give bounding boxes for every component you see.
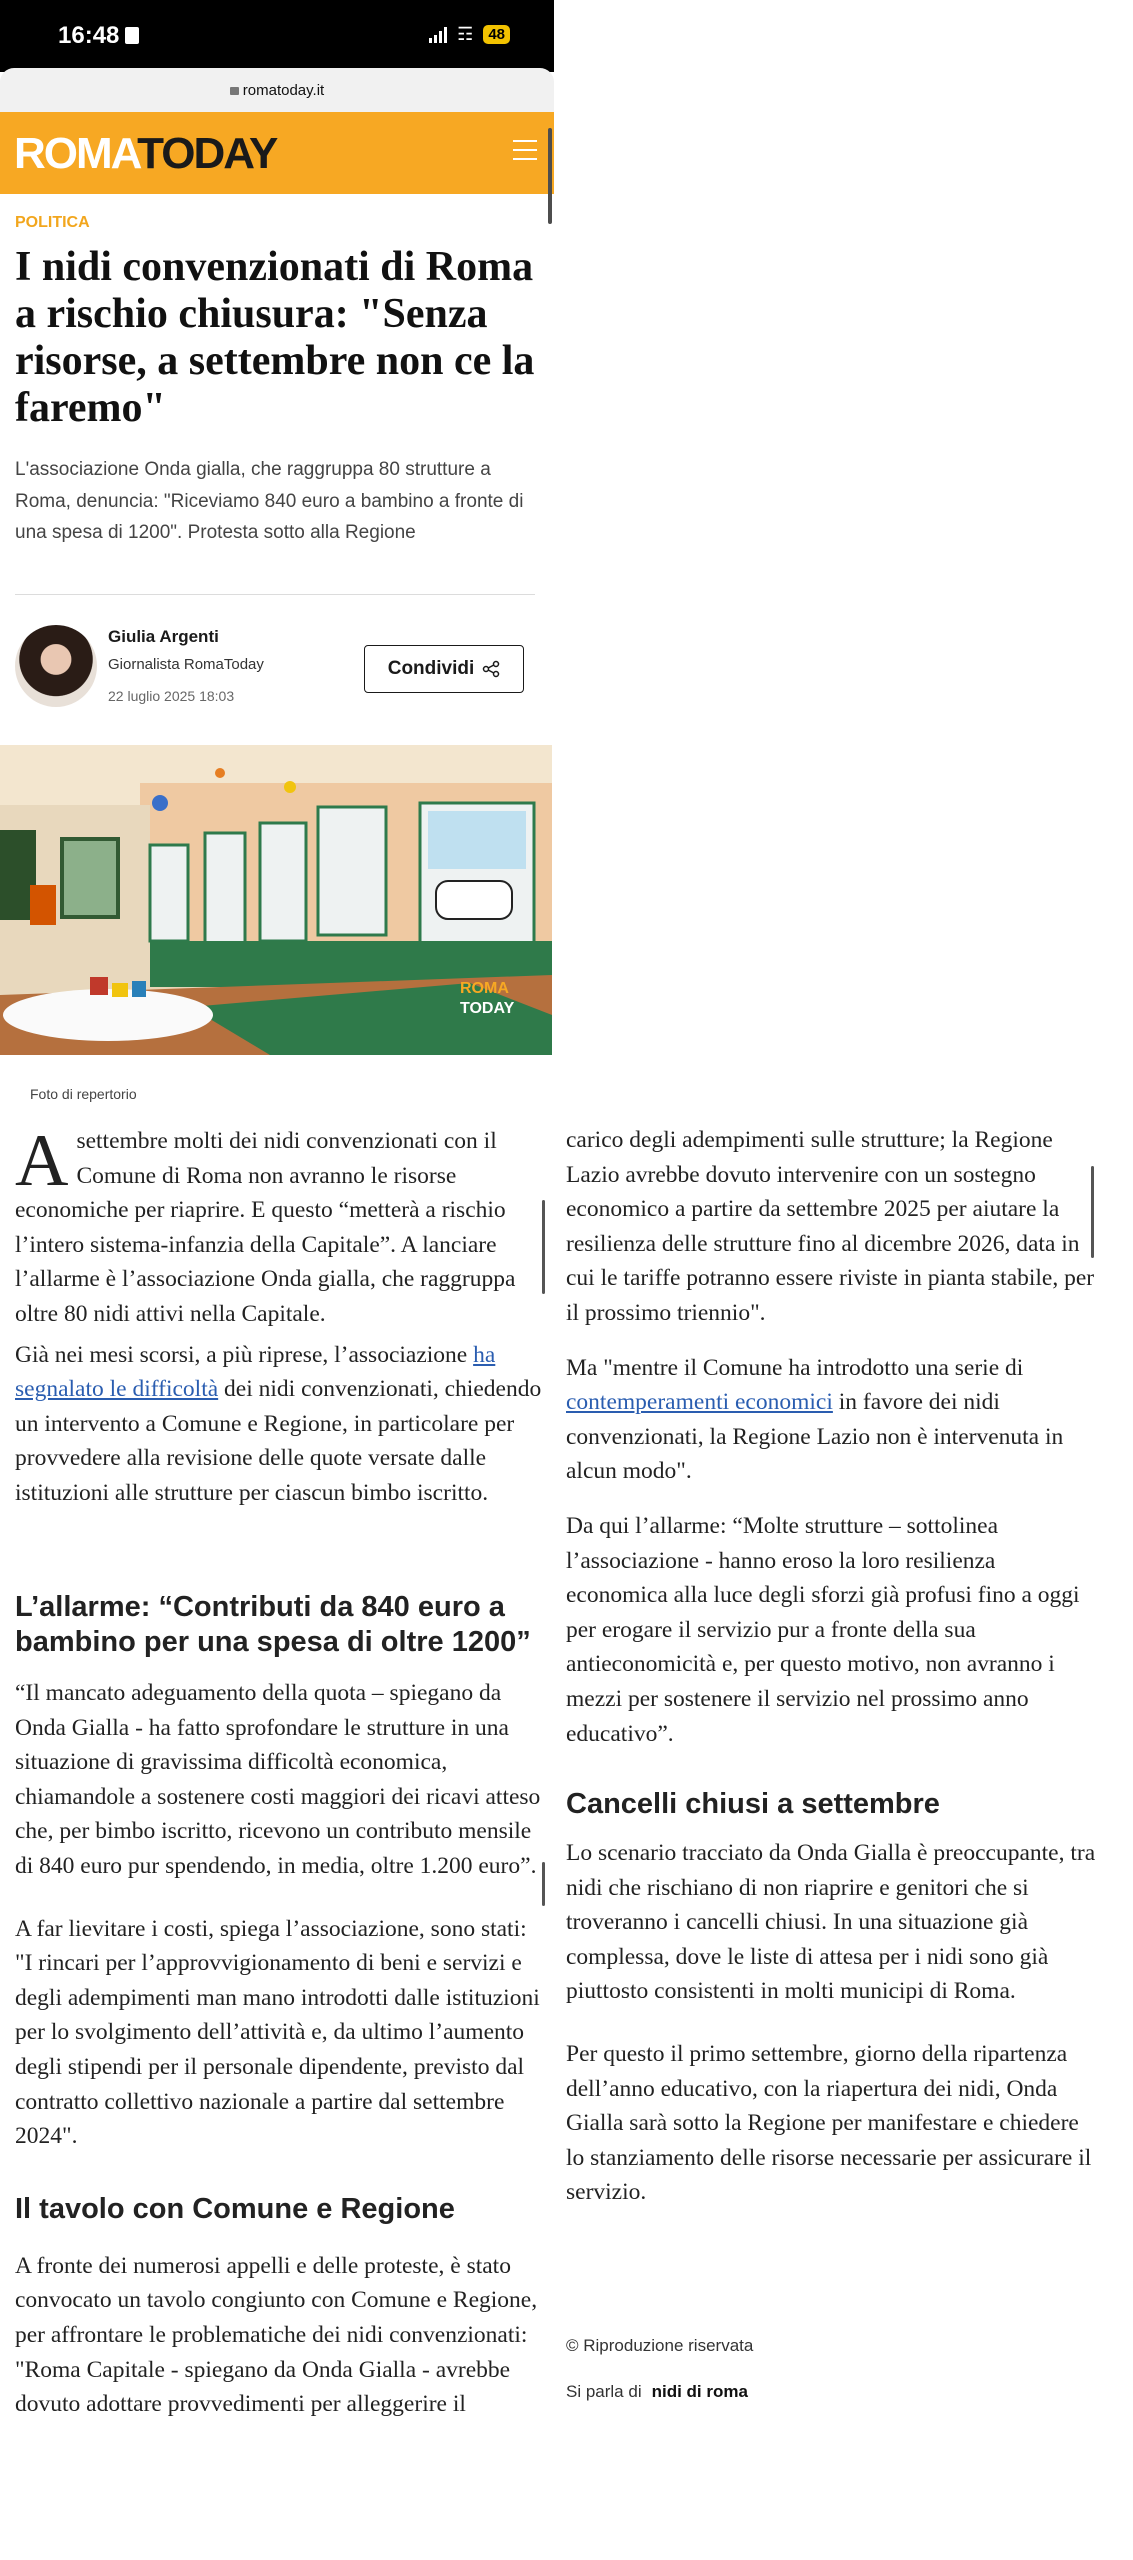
- share-icon: [482, 660, 500, 678]
- paragraph-2: Già nei mesi scorsi, a più riprese, l’associazione ha segnalato le difficoltà dei nidi convenzionati, chiedendo un intervento a Comune e Regione, in particolare per provvedere alla revisione delle quote versate dalle istituzioni alle strutture per ciascun bimbo iscritto.: [15, 1341, 542, 1506]
- article-body-continued: [566, 1123, 1096, 2210]
- lock-icon: [230, 87, 239, 95]
- paragraph-1: Asettembre molti dei nidi convenzionati con il Comune di Roma non avranno le risorse economiche per riaprire. E questo “metterà a rischio l’intero sistema-infanzia della Capitale”. A lanciare l’allarme è l’associazione Onda gialla, che raggruppa oltre 80 nidi attivi nella Capitale.: [15, 1120, 516, 1327]
- section-heading-cancelli: Cancelli chiusi a settembre: [566, 1788, 940, 1821]
- section-heading-allarme: L’allarme: “Contributi da 840 euro a bambino per una spesa di oltre 1200”: [15, 1591, 531, 1658]
- link-contemperamenti-economici[interactable]: contemperamenti economici: [566, 1389, 833, 1416]
- address-bar[interactable]: [0, 68, 554, 112]
- paragraph-3: “Il mancato adeguamento della quota – spiegano da Onda Gialla - ha fatto sprofondare le strutture in una situazione di gravissima difficoltà economica, chiamandole a sostenere costi maggiori dei ricavi atteso che, per bimbo iscritto, ricevono un contributo mensile di 840 euro pur spendendo, in media, oltre 1.200 euro”.: [15, 1680, 541, 1879]
- hamburger-menu-icon[interactable]: [513, 140, 537, 162]
- author-name[interactable]: Giulia Argenti: [108, 627, 219, 646]
- related-tags: [566, 2382, 748, 2402]
- author-role: Giornalista RomaToday: [108, 656, 264, 673]
- drop-cap: A: [15, 1120, 69, 1202]
- scroll-indicator: [1091, 1166, 1094, 1258]
- site-header: [0, 112, 554, 194]
- paragraph-4: A far lievitare i costi, spiega l’associazione, sono stati: "I rincari per l’approvvigionamento di beni e servizi e degli adempimenti man mano introdotti dalle istituzioni per lo svolgimento dell’attività e, da ultimo l’aumento degli stipendi per il personale dipendente, previsto dal contratto collettivo nazionale a partire dal settembre 2024".: [15, 1915, 540, 2150]
- article-body-start: [15, 1120, 545, 1517]
- author-avatar[interactable]: [15, 625, 97, 707]
- screenshot-bottom-half: [566, 0, 1120, 2560]
- publish-date: 22 luglio 2025 18:03: [108, 688, 235, 704]
- screenshot-top-half: [0, 0, 554, 2560]
- photo-watermark-bottom: TODAY: [460, 1000, 515, 1017]
- paragraph-8: Da qui l’allarme: “Molte strutture – sottolinea l’associazione - hanno eroso la loro resilienza economica alla luce degli sforzi già profusi fino a oggi per erogare il servizio pur a fronte della sua antieconomicità e, per questo motivo, non avranno i mezzi per sostenere il servizio nel prossimo anno educativo”.: [566, 1512, 1080, 1747]
- scroll-indicator: [542, 1200, 545, 1294]
- url-text: romatoday.it: [242, 81, 325, 99]
- photo-credit: Foto di repertorio: [30, 1086, 137, 1102]
- divider: [15, 594, 535, 595]
- paragraph-6: carico degli adempimenti sulle strutture; la Regione Lazio avrebbe dovuto intervenire con un sostegno economico a partire da settembre 2025 per aiutare la resilienza delle strutture fino al dicembre 2026, data in cui le tariffe potranno essere riviste in pianta stabile, per il prossimo triennio".: [566, 1127, 1095, 1326]
- scroll-indicator: [548, 128, 552, 224]
- tag-nidi-di-roma[interactable]: nidi di roma: [651, 2382, 748, 2401]
- site-logo[interactable]: ROMATODAY: [14, 129, 277, 178]
- share-label: Condividi: [387, 658, 475, 679]
- scroll-indicator: [542, 1862, 545, 1906]
- section-allarme: [15, 1590, 545, 2422]
- paragraph-10: Per questo il primo settembre, giorno della ripartenza dell’anno educativo, con la riapertura dei nidi, Onda Gialla sarà sotto la Regione per manifestare e chiedere lo stanziamento delle risorse necessarie per assicurare il servizio.: [566, 2041, 1092, 2206]
- article-summary: L'associazione Onda gialla, che raggruppa 80 strutture a Roma, denuncia: "Riceviamo 840 euro a bambino a fronte di una spesa di 1200". Protesta sotto alla Regione: [15, 459, 524, 543]
- status-bar: [0, 0, 554, 72]
- link-segnalato-difficolta[interactable]: ha segnalato le difficoltà: [15, 1341, 496, 1403]
- paragraph-9: Lo scenario tracciato da Onda Gialla è preoccupante, tra nidi che rischiano di non riaprire e genitori che si troveranno i cancelli chiusi. In una situazione già complessa, dove le liste di attesa per i nidi sono già piuttosto consistenti in molti municipi di Roma.: [566, 1840, 1096, 2005]
- section-heading-tavolo: Il tavolo con Comune e Regione: [15, 2192, 455, 2225]
- wifi-icon: ☶: [457, 24, 474, 44]
- paragraph-7: Ma "mentre il Comune ha introdotto una serie di contemperamenti economici in favore dei nidi convenzionati, la Regione Lazio non è intervenuta in alcun modo".: [566, 1354, 1064, 1485]
- id-card-icon: [125, 27, 139, 44]
- battery-indicator: 48: [483, 25, 510, 44]
- copyright-notice: © Riproduzione riservata: [566, 2336, 754, 2355]
- paragraph-5: A fronte dei numerosi appelli e delle proteste, è stato convocato un tavolo congiunto con Comune e Regione, per affrontare le problematiche dei nidi convenzionati: "Roma Capitale - spiegano da Onda Gialla - avrebbe dovuto adottare provvedimenti per alleggerire il: [15, 2252, 538, 2418]
- status-time: 16:48: [58, 22, 139, 50]
- article-photo[interactable]: [0, 745, 552, 1055]
- article-title: I nidi convenzionati di Roma a rischio chiusura: "Senza risorse, a settembre non ce la faremo": [15, 244, 535, 431]
- share-button[interactable]: [364, 645, 524, 693]
- category-kicker[interactable]: POLITICA: [15, 214, 90, 231]
- cellular-signal-icon: [429, 27, 447, 43]
- photo-watermark-top: ROMA: [460, 980, 509, 997]
- tags-label: Si parla di: [566, 2382, 642, 2401]
